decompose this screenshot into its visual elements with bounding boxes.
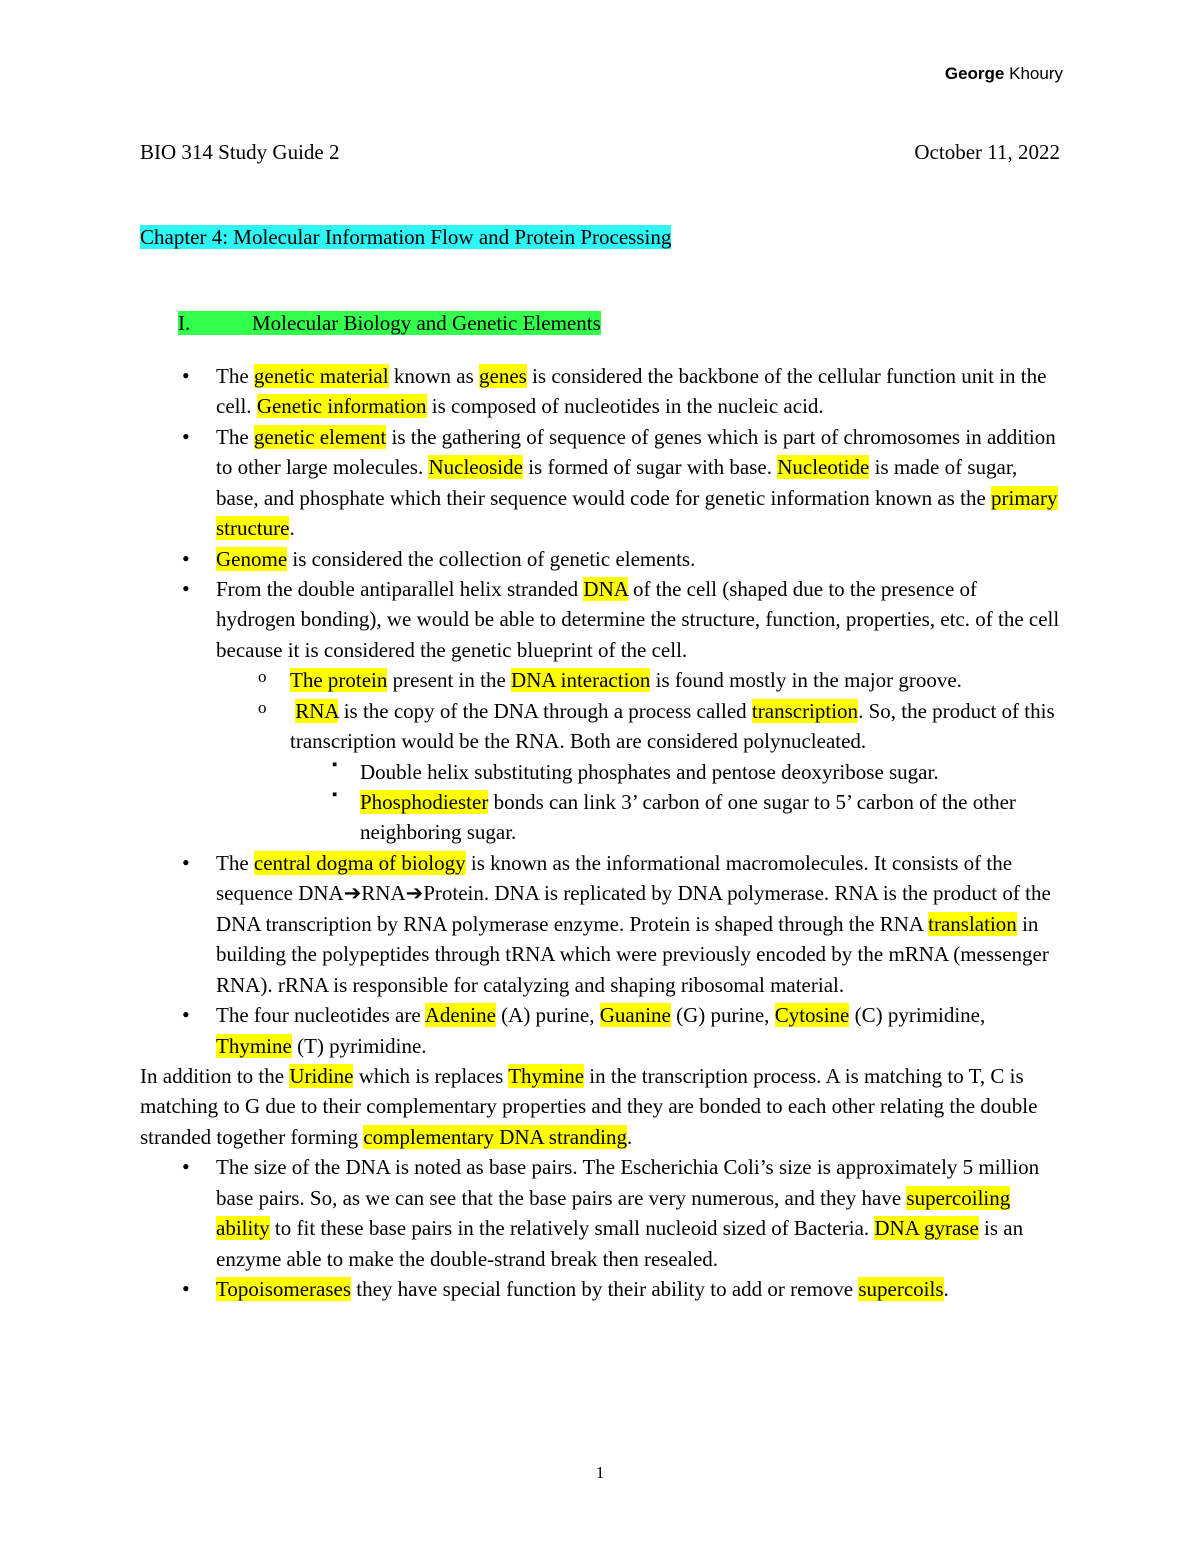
header-title: BIO 314 Study Guide 2 — [140, 140, 340, 164]
highlight-run: primary structure — [216, 485, 1058, 541]
chapter-title-text: Chapter 4: Molecular Information Flow and Protein Processing — [140, 225, 672, 249]
author-name — [945, 64, 1063, 84]
list-item — [178, 1000, 1060, 1061]
list-item — [326, 787, 1060, 848]
text-run: In addition to the — [140, 1063, 290, 1088]
body-paragraph — [140, 1061, 1060, 1152]
list-item — [178, 848, 1060, 1000]
text-run: The — [216, 424, 254, 449]
text-run: . — [289, 516, 295, 541]
highlight-run: central dogma of biology — [253, 850, 466, 875]
bullet-list-level-1-continued — [140, 1152, 1060, 1304]
text-run: they have special function by their ability to add or remove — [351, 1277, 859, 1301]
text-run: is the copy of the DNA through a process called — [338, 698, 752, 723]
highlight-run: Topoisomerases — [216, 1277, 352, 1301]
highlight-run: Genetic information — [256, 394, 427, 419]
document-header — [140, 140, 1060, 165]
highlight-run: supercoiling ability — [216, 1185, 1011, 1241]
text-run: The — [216, 363, 254, 388]
text-run: is formed of sugar with base. — [522, 455, 778, 480]
page-number: 1 — [595, 1463, 605, 1482]
highlight-run: DNA — [583, 576, 628, 601]
section-title: Molecular Biology and Genetic Elements — [252, 311, 601, 336]
text-run: bonds can link 3’ carbon of one sugar to 5’ carbon of the other neighboring sugar. — [360, 790, 1016, 845]
highlight-run: Nucleoside — [428, 455, 523, 480]
text-run: The four nucleotides are — [216, 1003, 425, 1028]
text-run: The — [216, 850, 254, 875]
highlight-run: Adenine — [424, 1003, 496, 1028]
highlight-run: genes — [479, 363, 527, 388]
highlight-run: Thymine — [216, 1033, 292, 1058]
document-body — [140, 222, 1060, 1304]
highlight-run: Genome — [216, 546, 288, 571]
highlight-run: Guanine — [599, 1003, 671, 1028]
text-run: is the gathering of sequence of genes which is part of chromosomes in addition to other large molecules. — [216, 424, 1056, 480]
text-run: . — [943, 1277, 949, 1301]
list-item — [326, 757, 1060, 787]
text-run: is known as the informational macromolecules. It consists of the sequence DNA➔RNA➔Protein. DNA is replicated by DNA polymerase. RNA is the product of the DNA transcription by RNA polymerase enzyme. Protein is shaped through the RNA — [216, 850, 1051, 936]
bullet-list-level-1 — [140, 361, 1060, 1061]
chapter-title — [140, 222, 1060, 252]
list-item — [178, 1152, 1060, 1274]
list-item — [252, 696, 1060, 848]
text-run: present in the — [387, 668, 512, 693]
bullet-list-level-2 — [216, 665, 1060, 848]
text-run: in the transcription process. A is matching to T, C is matching to G due to their complementary properties and they are bonded to each other relating the double stranded together forming — [140, 1063, 1038, 1149]
text-run: is an enzyme able to make the double-strand break then resealed. — [216, 1216, 1024, 1271]
highlight-run: translation — [928, 911, 1017, 936]
highlight-run: supercoils — [858, 1277, 944, 1301]
text-run: The size of the DNA is noted as base pairs. The Escherichia Coli’s size is approximately 5 million base pairs. So, as we can see that the base pairs are very numerous, and they have — [216, 1155, 1040, 1210]
text-run: to fit these base pairs in the relatively small nucleoid sized of Bacteria. — [269, 1216, 875, 1241]
text-run: in building the polypeptides through tRNA which were previously encoded by the mRNA (messenger RNA). rRNA is responsible for catalyzing and shaping ribosomal material. — [216, 911, 1049, 997]
highlight-run: genetic element — [253, 424, 387, 449]
highlight-run: Nucleotide — [777, 455, 870, 480]
highlight-run: RNA — [295, 698, 339, 723]
highlight-run: Uridine — [289, 1063, 354, 1088]
author-last-name: Khoury — [1009, 64, 1063, 83]
list-item — [178, 544, 1060, 574]
list-item — [178, 361, 1060, 422]
highlight-run: complementary DNA stranding — [363, 1124, 627, 1149]
text-run: (T) pyrimidine. — [291, 1033, 427, 1058]
section-number: I. — [178, 311, 191, 336]
text-run: . So, the product of this transcription would be the RNA. Both are considered polynucleated. — [290, 698, 1055, 754]
highlight-run: DNA interaction — [511, 668, 651, 693]
highlight-run: Thymine — [508, 1063, 585, 1088]
text-run: known as — [388, 363, 480, 388]
text-run: is made of sugar, base, and phosphate which their sequence would code for genetic information known as the — [216, 455, 1018, 510]
text-run: is considered the backbone of the cellular function unit in the cell. — [216, 363, 1047, 419]
text-run: (C) pyrimidine, — [849, 1003, 986, 1028]
text-run: Double helix substituting phosphates and pentose deoxyribose sugar. — [360, 759, 939, 784]
list-item — [178, 1274, 1060, 1304]
highlight-run: transcription — [751, 698, 859, 723]
list-item — [252, 665, 1060, 695]
list-item — [178, 422, 1060, 544]
highlight-run: DNA gyrase — [874, 1216, 979, 1241]
text-run: From the double antiparallel helix stranded — [216, 576, 584, 601]
bullet-list-level-3 — [290, 757, 1060, 848]
author-first-name: George — [944, 64, 1005, 83]
highlight-run: genetic material — [253, 363, 389, 388]
text-run: . — [626, 1124, 633, 1149]
text-run: (G) purine, — [670, 1003, 775, 1028]
text-run: of the cell (shaped due to the presence of hydrogen bonding), we would be able to determine the structure, function, properties, etc. of the cell because it is considered the genetic blueprint of the cell. — [216, 576, 1060, 662]
list-item — [178, 574, 1060, 848]
text-run: (A) purine, — [495, 1003, 600, 1028]
text-run: is composed of nucleotides in the nucleic acid. — [426, 394, 824, 419]
header-date: October 11, 2022 — [914, 140, 1060, 164]
highlight-run: Phosphodiester — [360, 790, 489, 814]
text-run: which is replaces — [353, 1063, 509, 1088]
highlight-run: The protein — [290, 668, 388, 693]
section-heading — [140, 308, 1060, 338]
text-run: is considered the collection of genetic elements. — [287, 546, 696, 571]
text-run: is found mostly in the major groove. — [650, 668, 962, 693]
highlight-run: Cytosine — [774, 1003, 850, 1028]
